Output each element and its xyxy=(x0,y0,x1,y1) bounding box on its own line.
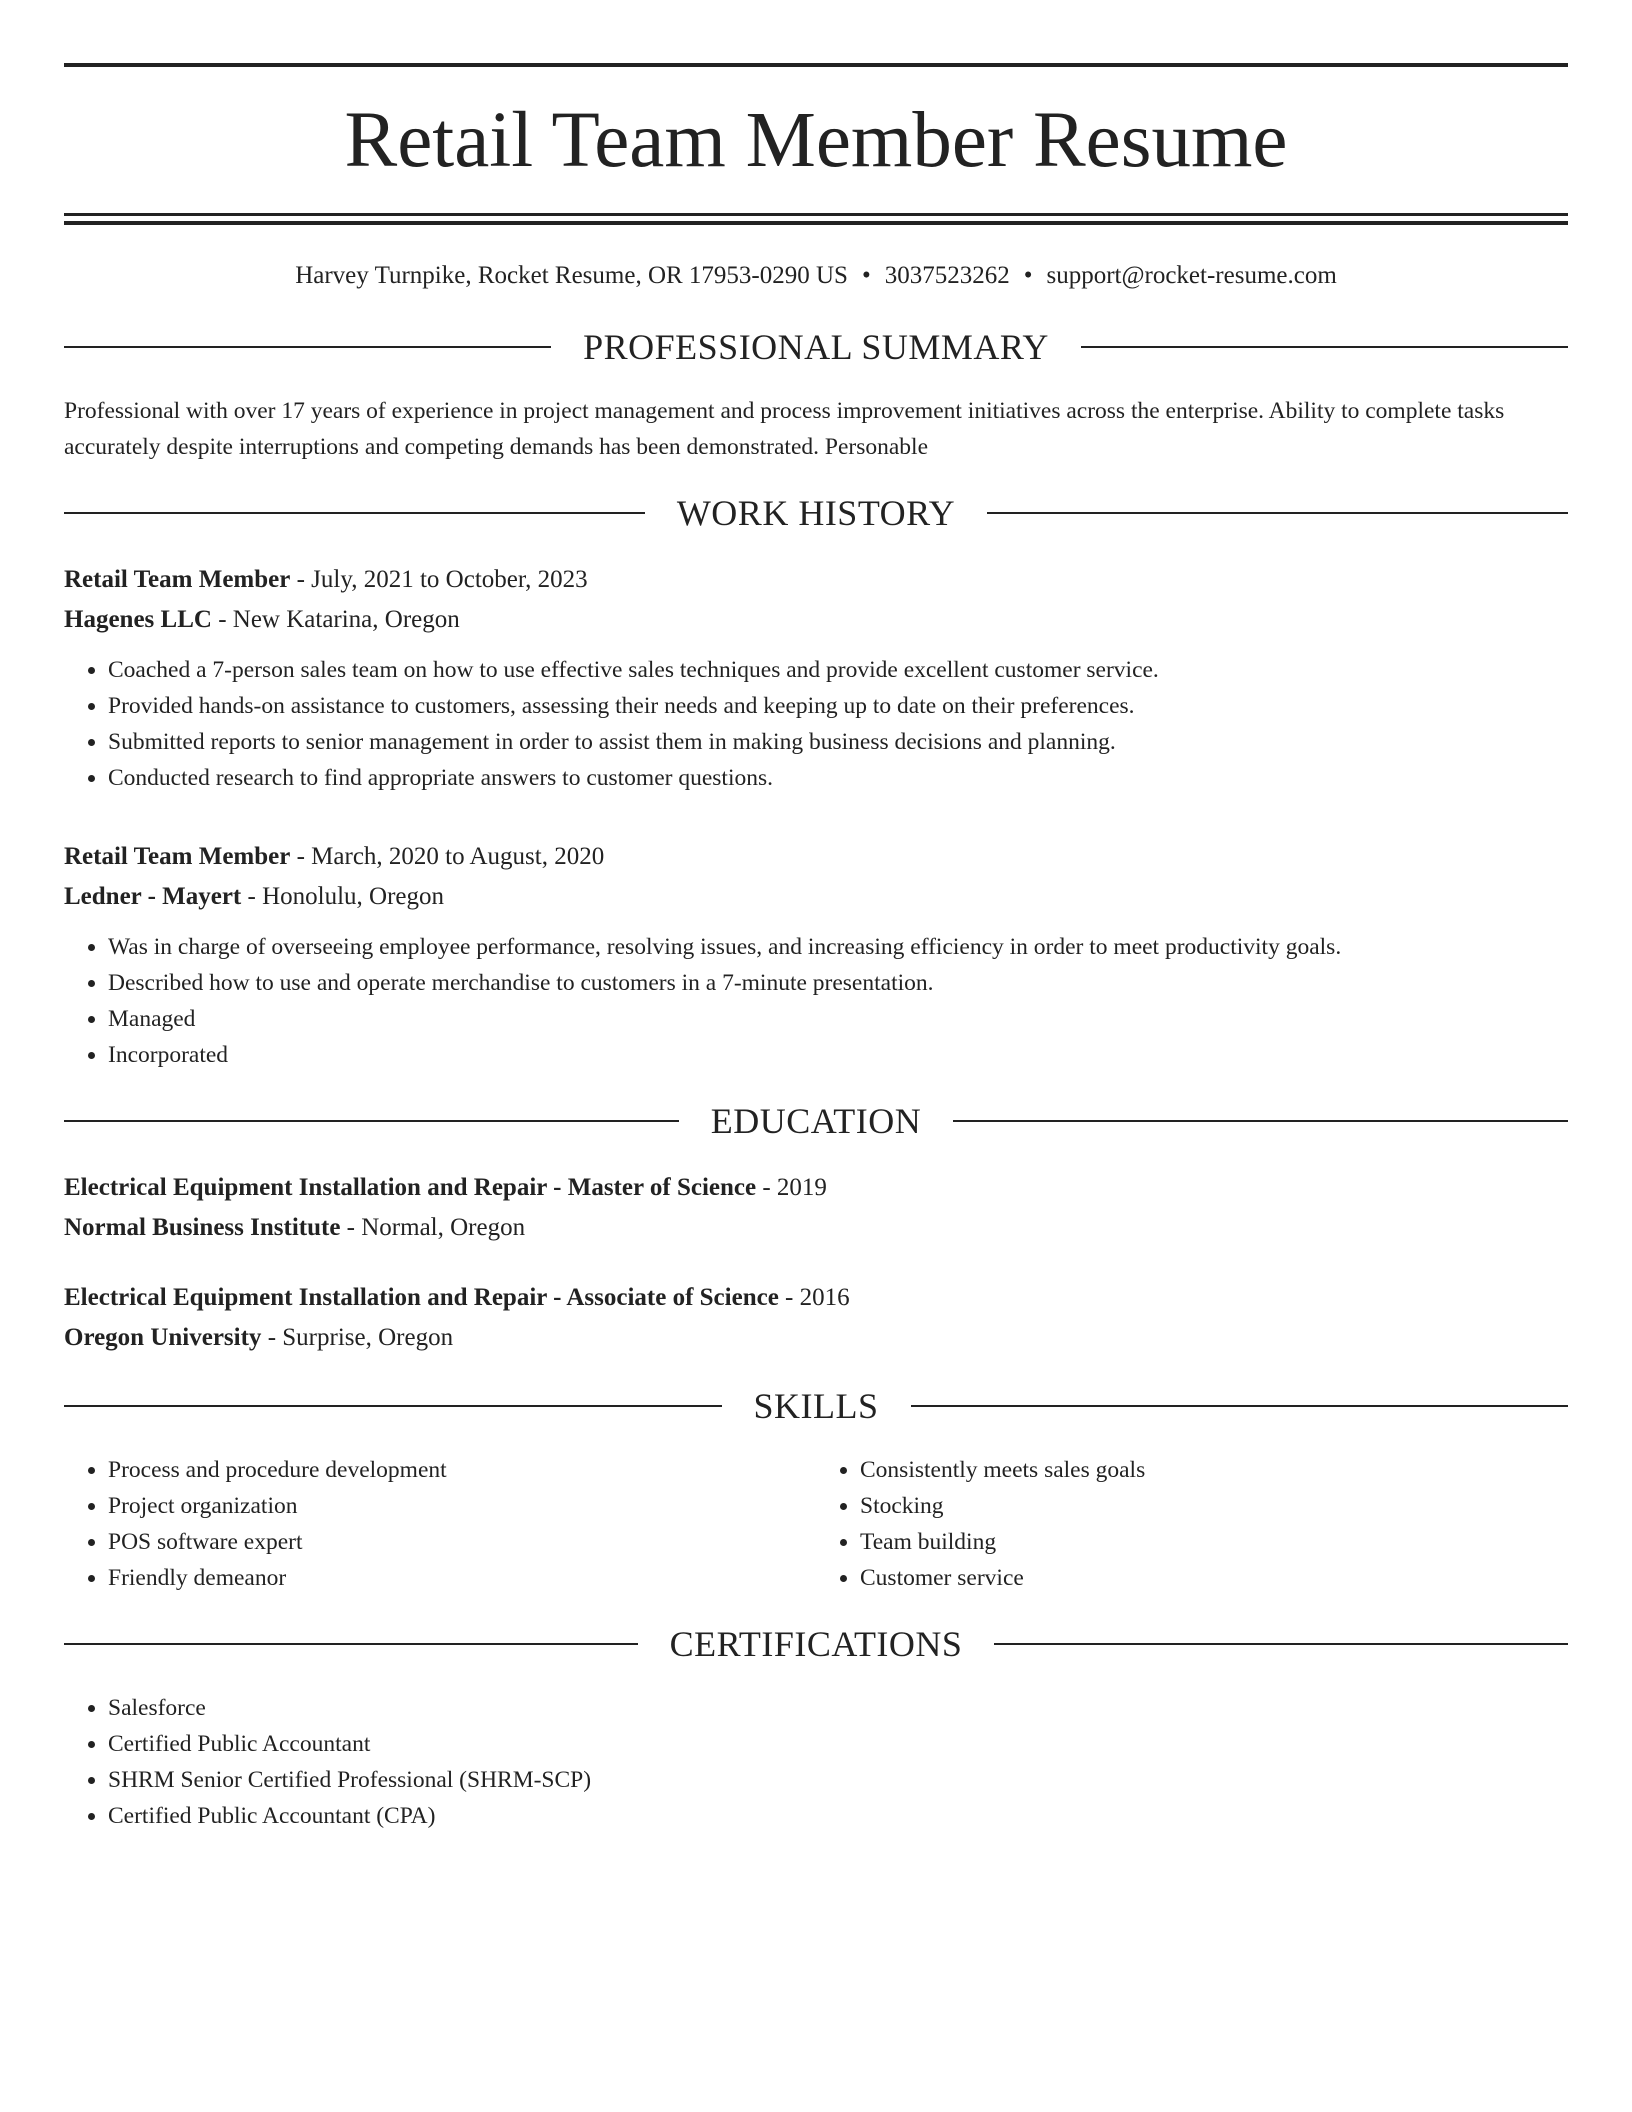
contact-email: support@rocket-resume.com xyxy=(1046,262,1337,289)
heading-rule-right xyxy=(987,512,1568,514)
list-item: • Friendly demeanor xyxy=(108,1560,816,1596)
section-title: PROFESSIONAL SUMMARY xyxy=(583,327,1049,367)
list-item: • Described how to use and operate merchandise to customers in a 7-minute presentation. xyxy=(108,965,1568,1001)
heading-rule-left xyxy=(64,1643,638,1645)
job-title: Retail Team Member xyxy=(64,566,291,593)
list-item: • POS software expert xyxy=(108,1524,816,1560)
education-entry xyxy=(64,1278,1568,1358)
job-location: - Honolulu, Oregon xyxy=(241,883,445,910)
title-double-rule xyxy=(64,213,1568,225)
heading-rule-right xyxy=(911,1405,1569,1407)
list-item: • Conducted research to find appropriate answers to customer questions. xyxy=(108,760,1568,796)
heading-rule-right xyxy=(953,1120,1568,1122)
list-item: • Submitted reports to senior management in order to assist them in making business decisions and planning. xyxy=(108,724,1568,760)
heading-rule-left xyxy=(64,346,551,348)
list-item: • Process and procedure development xyxy=(108,1452,816,1488)
contact-separator: • xyxy=(1023,262,1033,289)
job-dates: - July, 2021 to October, 2023 xyxy=(290,566,588,593)
job-title: Retail Team Member xyxy=(64,843,291,870)
job-title-line xyxy=(64,560,1568,600)
job-company: Ledner - Mayert xyxy=(64,883,242,910)
certifications-list xyxy=(64,1690,1568,1834)
job-location: - New Katarina, Oregon xyxy=(211,606,460,633)
section-title: WORK HISTORY xyxy=(676,493,956,533)
section-heading-summary xyxy=(64,329,1568,365)
section-title: EDUCATION xyxy=(710,1101,922,1141)
job-company-line xyxy=(64,600,1568,640)
list-item: • Salesforce xyxy=(108,1690,1568,1726)
section-heading-certifications xyxy=(64,1626,1568,1662)
job-company: Hagenes LLC xyxy=(64,606,212,633)
school-location: - Normal, Oregon xyxy=(340,1214,526,1241)
school-line xyxy=(64,1208,1568,1248)
list-item: • Certified Public Accountant xyxy=(108,1726,1568,1762)
education-entry xyxy=(64,1168,1568,1248)
job-bullets xyxy=(64,929,1568,1073)
heading-rule-left xyxy=(64,1120,679,1122)
job-entry xyxy=(64,560,1568,796)
job-dates: - March, 2020 to August, 2020 xyxy=(290,843,605,870)
list-item: • Certified Public Accountant (CPA) xyxy=(108,1798,1568,1834)
degree-line xyxy=(64,1278,1568,1318)
list-item: • SHRM Senior Certified Professional (SHRM-SCP) xyxy=(108,1762,1568,1798)
degree-name: Electrical Equipment Installation and Repair - Associate of Science xyxy=(64,1284,779,1311)
skills-column-right xyxy=(816,1452,1568,1596)
heading-rule-left xyxy=(64,512,645,514)
list-item: • Customer service xyxy=(860,1560,1568,1596)
work-history-list xyxy=(64,560,1568,1073)
top-rule xyxy=(64,63,1568,67)
section-heading-education xyxy=(64,1103,1568,1139)
job-entry xyxy=(64,837,1568,1073)
section-title: SKILLS xyxy=(753,1386,879,1426)
school-location: - Surprise, Oregon xyxy=(261,1324,454,1351)
job-title-line xyxy=(64,837,1568,877)
list-item: • Incorporated xyxy=(108,1037,1568,1073)
list-item: • Managed xyxy=(108,1001,1568,1037)
school-line xyxy=(64,1318,1568,1358)
contact-phone: 3037523262 xyxy=(884,262,1010,289)
section-heading-skills xyxy=(64,1388,1568,1424)
degree-year: - 2016 xyxy=(778,1284,850,1311)
school-name: Normal Business Institute xyxy=(64,1214,341,1241)
job-company-line xyxy=(64,877,1568,917)
heading-rule-right xyxy=(994,1643,1568,1645)
contact-separator: • xyxy=(861,262,871,289)
degree-year: - 2019 xyxy=(756,1174,827,1201)
degree-line xyxy=(64,1168,1568,1208)
list-item: • Consistently meets sales goals xyxy=(860,1452,1568,1488)
education-list xyxy=(64,1168,1568,1358)
list-item: • Provided hands-on assistance to customers, assessing their needs and keeping up to date on their preferences. xyxy=(108,688,1568,724)
list-item: • Coached a 7-person sales team on how to use effective sales techniques and provide excellent customer service. xyxy=(108,652,1568,688)
list-item: • Project organization xyxy=(108,1488,816,1524)
section-title: CERTIFICATIONS xyxy=(669,1624,963,1664)
list-item: • Stocking xyxy=(860,1488,1568,1524)
skills-column-left xyxy=(64,1452,816,1596)
heading-rule-left xyxy=(64,1405,722,1407)
resume-title: Retail Team Member Resume xyxy=(344,97,1288,184)
degree-name: Electrical Equipment Installation and Repair - Master of Science xyxy=(64,1174,757,1201)
section-heading-work-history xyxy=(64,495,1568,531)
job-bullets xyxy=(64,652,1568,796)
list-item: • Team building xyxy=(860,1524,1568,1560)
skills-grid xyxy=(64,1452,1568,1596)
contact-address: Harvey Turnpike, Rocket Resume, OR 17953-0290 US xyxy=(295,262,848,289)
list-item: • Was in charge of overseeing employee performance, resolving issues, and increasing efficiency in order to meet productivity goals. xyxy=(108,929,1568,965)
heading-rule-right xyxy=(1081,346,1568,348)
contact-line xyxy=(64,261,1568,291)
summary-text: Professional with over 17 years of experience in project management and process improvement initiatives across the enterprise. Ability to complete tasks accurately despite interruptions and competing demands has been demonstrated. Personable xyxy=(64,398,1505,460)
school-name: Oregon University xyxy=(64,1324,262,1351)
